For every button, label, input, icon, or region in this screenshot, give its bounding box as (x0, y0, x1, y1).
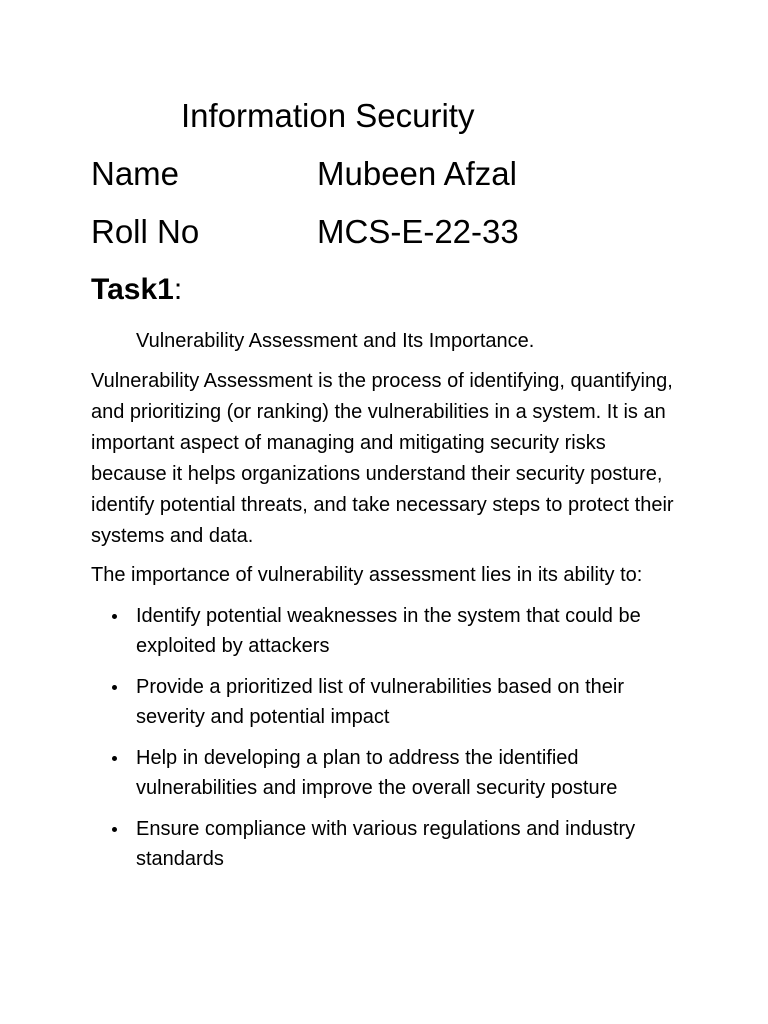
document-title: Information Security (181, 97, 475, 134)
list-item-text: Identify potential weaknesses in the system that could be exploited by attackers (136, 605, 641, 657)
name-label: Name (91, 155, 180, 192)
list-item (91, 743, 691, 803)
list-item-text: Provide a prioritized list of vulnerabilities based on their severity and potential impact (136, 676, 625, 728)
paragraph-definition: Vulnerability Assessment is the process of identifying, quantifying, and prioritizing (or ranking) the vulnerabilities in a system. It is an important aspect of managing and mitigating security risks because it helps organizations understand their security posture, identify potential threats, and take necessary steps to protect their systems and data. (91, 370, 674, 547)
list-item (91, 814, 691, 874)
list-item-text: Help in developing a plan to address the identified vulnerabilities and improve the overall security posture (136, 747, 618, 799)
list-item (91, 601, 691, 661)
task-heading-colon: : (173, 273, 183, 306)
bullet-icon (112, 827, 117, 832)
bullet-icon (112, 614, 117, 619)
bullet-icon (112, 756, 117, 761)
importance-bullet-list (91, 601, 691, 885)
list-item (91, 672, 691, 732)
roll-no-value: MCS-E-22-33 (317, 213, 519, 250)
name-value: Mubeen Afzal (317, 155, 517, 192)
bullet-icon (112, 685, 117, 690)
roll-no-label: Roll No (91, 213, 200, 250)
paragraph-importance-intro: The importance of vulnerability assessment lies in its ability to: (91, 564, 643, 586)
task-heading (91, 268, 182, 312)
task-heading-label: Task1 (91, 273, 174, 306)
section-subtitle: Vulnerability Assessment and Its Importance. (136, 330, 535, 352)
list-item-text: Ensure compliance with various regulations and industry standards (136, 818, 636, 870)
